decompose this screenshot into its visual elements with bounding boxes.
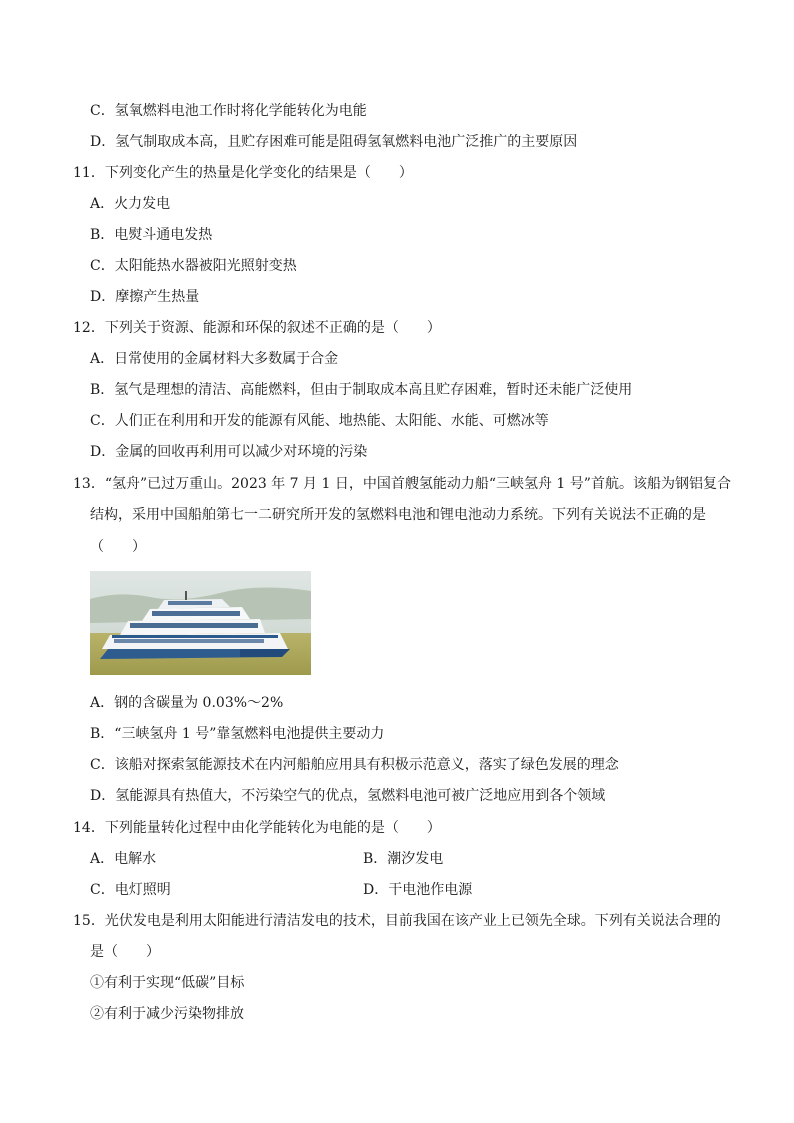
option-13c: C．该船对探索氢能源技术在内河船舶应用具有积极示范意义，落实了绿色发展的理念	[90, 757, 619, 773]
option-12b: B．氢气是理想的清洁、高能燃料，但由于制取成本高且贮存困难，暂时还未能广泛使用	[90, 382, 633, 398]
question-15-line-2: 是（ ）	[90, 944, 160, 960]
option-12a: A．日常使用的金属材料大多数属于合金	[90, 351, 339, 367]
statement-15-2: ②有利于减少污染物排放	[90, 1006, 244, 1022]
statement-15-1: ①有利于实现“低碳”目标	[90, 975, 245, 991]
option-14d: D．干电池作电源	[363, 882, 473, 898]
option-13a: A．钢的含碳量为 0.03%～2%	[90, 695, 284, 711]
question-13-line-3: （ ）	[90, 539, 146, 555]
question-14: 14．下列能量转化过程中由化学能转化为电能的是（ ）	[73, 820, 441, 836]
option-10c: C．氢氧燃料电池工作时将化学能转化为电能	[90, 103, 367, 119]
option-13b: B．“三峡氢舟 1 号”靠氢燃料电池提供主要动力	[90, 726, 385, 742]
option-14a: A．电解水	[90, 851, 157, 867]
question-15-line-1: 15．光伏发电是利用太阳能进行清洁发电的技术，目前我国在该产业上已领先全球。下列有关说法合理的	[73, 913, 721, 929]
option-11a: A．火力发电	[90, 196, 171, 212]
question-12: 12．下列关于资源、能源和环保的叙述不正确的是（ ）	[73, 320, 441, 336]
option-13d: D．氢能源具有热值大，不污染空气的优点，氢燃料电池可被广泛地应用到各个领域	[90, 788, 606, 804]
option-12d: D．金属的回收再利用可以减少对环境的污染	[90, 444, 368, 460]
option-11d: D．摩擦产生热量	[90, 289, 200, 305]
option-11b: B．电熨斗通电发热	[90, 227, 213, 243]
question-13-line-2: 结构，采用中国船舶第七一二研究所开发的氢燃料电池和锂电池动力系统。下列有关说法不正确的是	[90, 507, 706, 523]
option-14c: C．电灯照明	[90, 882, 171, 898]
option-10d: D．氢气制取成本高，且贮存困难可能是阻碍氢氧燃料电池广泛推广的主要原因	[90, 134, 578, 150]
ship-photo	[90, 571, 311, 675]
question-11: 11．下列变化产生的热量是化学变化的结果是（ ）	[73, 165, 413, 181]
option-12c: C．人们正在利用和开发的能源有风能、地热能、太阳能、水能、可燃冰等	[90, 413, 549, 429]
option-11c: C．太阳能热水器被阳光照射变热	[90, 258, 297, 274]
option-14b: B．潮汐发电	[363, 851, 444, 867]
question-13-line-1: 13．“氢舟”已过万重山。2023 年 7 月 1 日，中国首艘氢能动力船“三峡氢舟 1 号”首航。该船为钢铝复合	[73, 476, 731, 492]
